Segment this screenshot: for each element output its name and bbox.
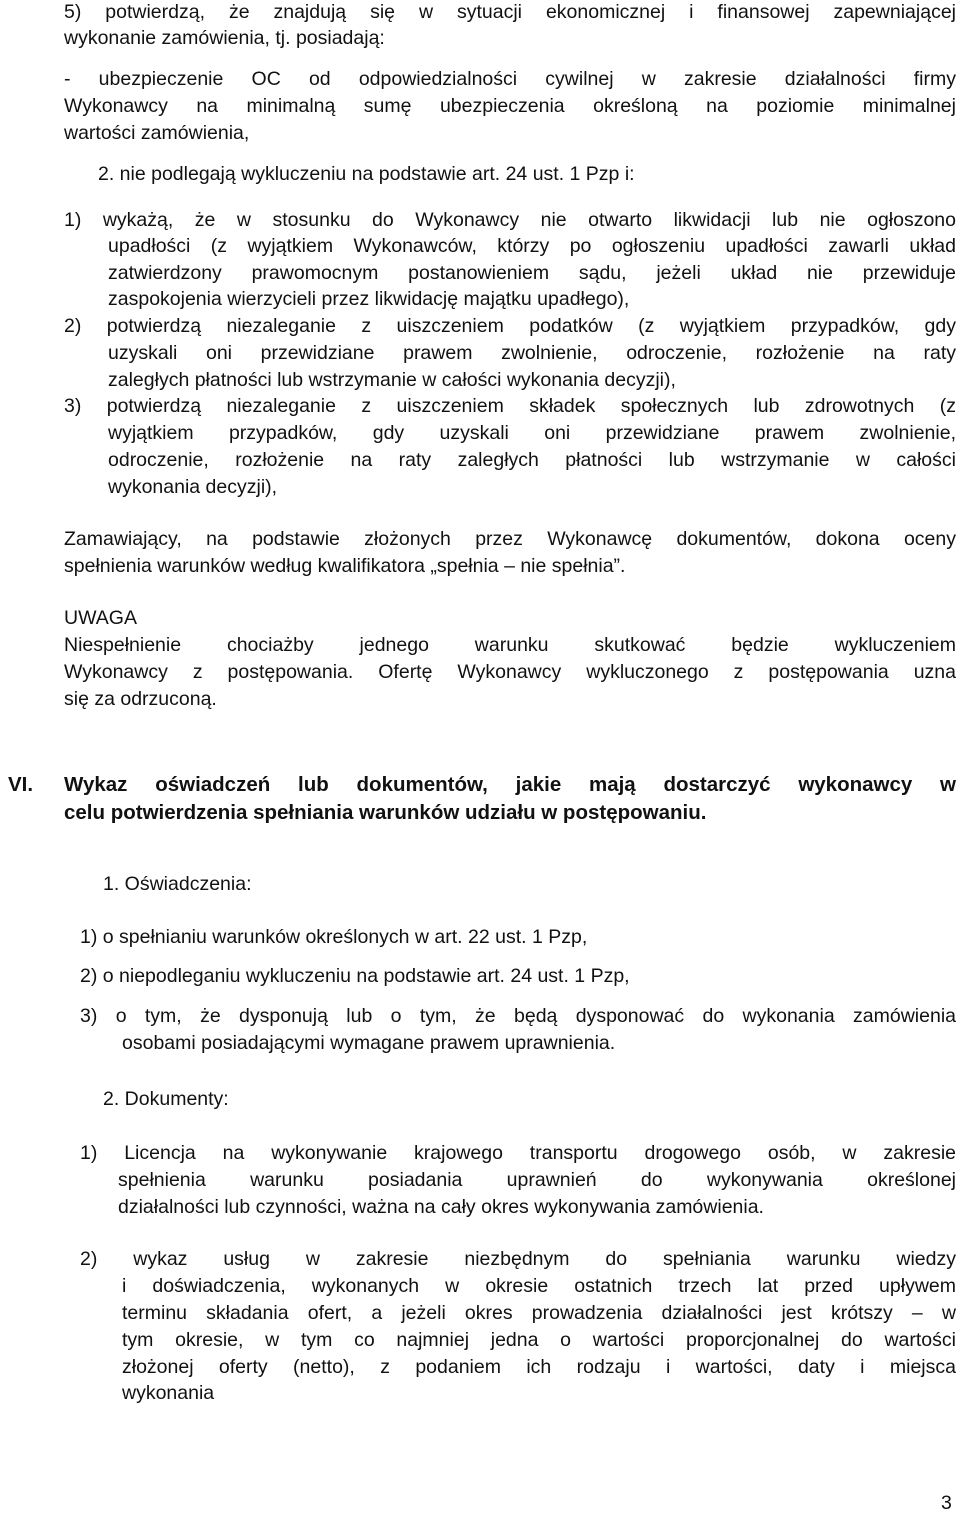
text-line: działalności lub czynności, ważna na cały okres wykonywania zamówienia.	[118, 1196, 764, 1218]
text-line: wartości zamówienia,	[64, 122, 250, 144]
section-number: VI.	[8, 773, 34, 796]
text-line: wykonania decyzji),	[108, 476, 278, 498]
section-title-cont: celu potwierdzenia spełniania warunków udziału w postępowaniu.	[64, 801, 707, 824]
text-line: zaległych płatności lub wstrzymanie w całości wykonania decyzji),	[108, 369, 676, 391]
page-number: 3	[941, 1492, 952, 1514]
text-line: - ubezpieczenie OC od odpowiedzialności cywilnej w zakresie działalności firmy	[64, 68, 956, 90]
section-2-heading: 2. nie podlegają wykluczeniu na podstawie art. 24 ust. 1 Pzp i:	[98, 163, 635, 185]
subsection-heading: 1. Oświadczenia:	[103, 873, 252, 895]
list-item: 2) o niepodleganiu wykluczeniu na podstawie art. 24 ust. 1 Pzp,	[80, 965, 630, 987]
section-title: Wykaz oświadczeń lub dokumentów, jakie mają dostarczyć wykonawcy w	[64, 773, 956, 796]
text-line: spełnienia warunków według kwalifikatora „spełnia – nie spełnia”.	[64, 555, 626, 577]
text-line: wykonanie zamówienia, tj. posiadają:	[64, 27, 385, 49]
text-line: upadłości (z wyjątkiem Wykonawców, którzy po ogłoszeniu upadłości zawarli układ	[108, 235, 956, 257]
text-line: uzyskali oni przewidziane prawem zwolnienie, odroczenie, rozłożenie na raty	[108, 342, 956, 364]
text-line: odroczenie, rozłożenie na raty zaległych płatności lub wstrzymanie w całości	[108, 449, 956, 471]
text-line: tym okresie, w tym co najmniej jedna o wartości proporcjonalnej do wartości	[122, 1329, 956, 1351]
text-line: wykonania	[122, 1382, 215, 1404]
text-line: zaspokojenia wierzycieli przez likwidację majątku upadłego),	[108, 288, 630, 310]
text-line: zatwierdzony prawomocnym postanowieniem sądu, jeżeli układ nie przewiduje	[108, 262, 956, 284]
list-item: 3) o tym, że dysponują lub o tym, że będą dysponować do wykonania zamówienia	[80, 1005, 956, 1027]
list-item: 1) o spełnianiu warunków określonych w art. 22 ust. 1 Pzp,	[80, 926, 588, 948]
text-line: się za odrzuconą.	[64, 688, 217, 710]
text-line: wyjątkiem przypadków, gdy uzyskali oni przewidziane prawem zwolnienie,	[108, 422, 956, 444]
text-line: Wykonawcy na minimalną sumę ubezpieczenia określoną na poziomie minimalnej	[64, 95, 956, 117]
list-item: 1) wykażą, że w stosunku do Wykonawcy nie otwarto likwidacji lub nie ogłoszono	[64, 209, 956, 231]
text-line: Wykonawcy z postępowania. Ofertę Wykonawcy wykluczonego z postępowania uzna	[64, 661, 956, 683]
list-item: 2) potwierdzą niezaleganie z uiszczeniem podatków (z wyjątkiem przypadków, gdy	[64, 315, 956, 337]
text-line: Niespełnienie chociażby jednego warunku skutkować będzie wykluczeniem	[64, 634, 956, 656]
list-item: 2) wykaz usług w zakresie niezbędnym do spełniania warunku wiedzy	[80, 1248, 956, 1270]
text-line: spełnienia warunku posiadania uprawnień do wykonywania określonej	[118, 1169, 956, 1191]
text-line: Zamawiający, na podstawie złożonych przez Wykonawcę dokumentów, dokona oceny	[64, 528, 956, 550]
text-line: 5) potwierdzą, że znajdują się w sytuacji ekonomicznej i finansowej zapewniającej	[64, 1, 956, 23]
text-line: i doświadczenia, wykonanych w okresie ostatnich trzech lat przed upływem	[122, 1275, 956, 1297]
list-item: 3) potwierdzą niezaleganie z uiszczeniem składek społecznych lub zdrowotnych (z	[64, 395, 956, 417]
text-line: osobami posiadającymi wymagane prawem uprawnienia.	[122, 1032, 616, 1054]
list-item: 1) Licencja na wykonywanie krajowego transportu drogowego osób, w zakresie	[80, 1142, 956, 1164]
subsection-heading: 2. Dokumenty:	[103, 1088, 229, 1110]
text-line: złożonej oferty (netto), z podaniem ich rodzaju i wartości, daty i miejsca	[122, 1356, 956, 1378]
warning-heading: UWAGA	[64, 607, 137, 629]
text-line: terminu składania ofert, a jeżeli okres prowadzenia działalności jest krótszy – w	[122, 1302, 956, 1324]
